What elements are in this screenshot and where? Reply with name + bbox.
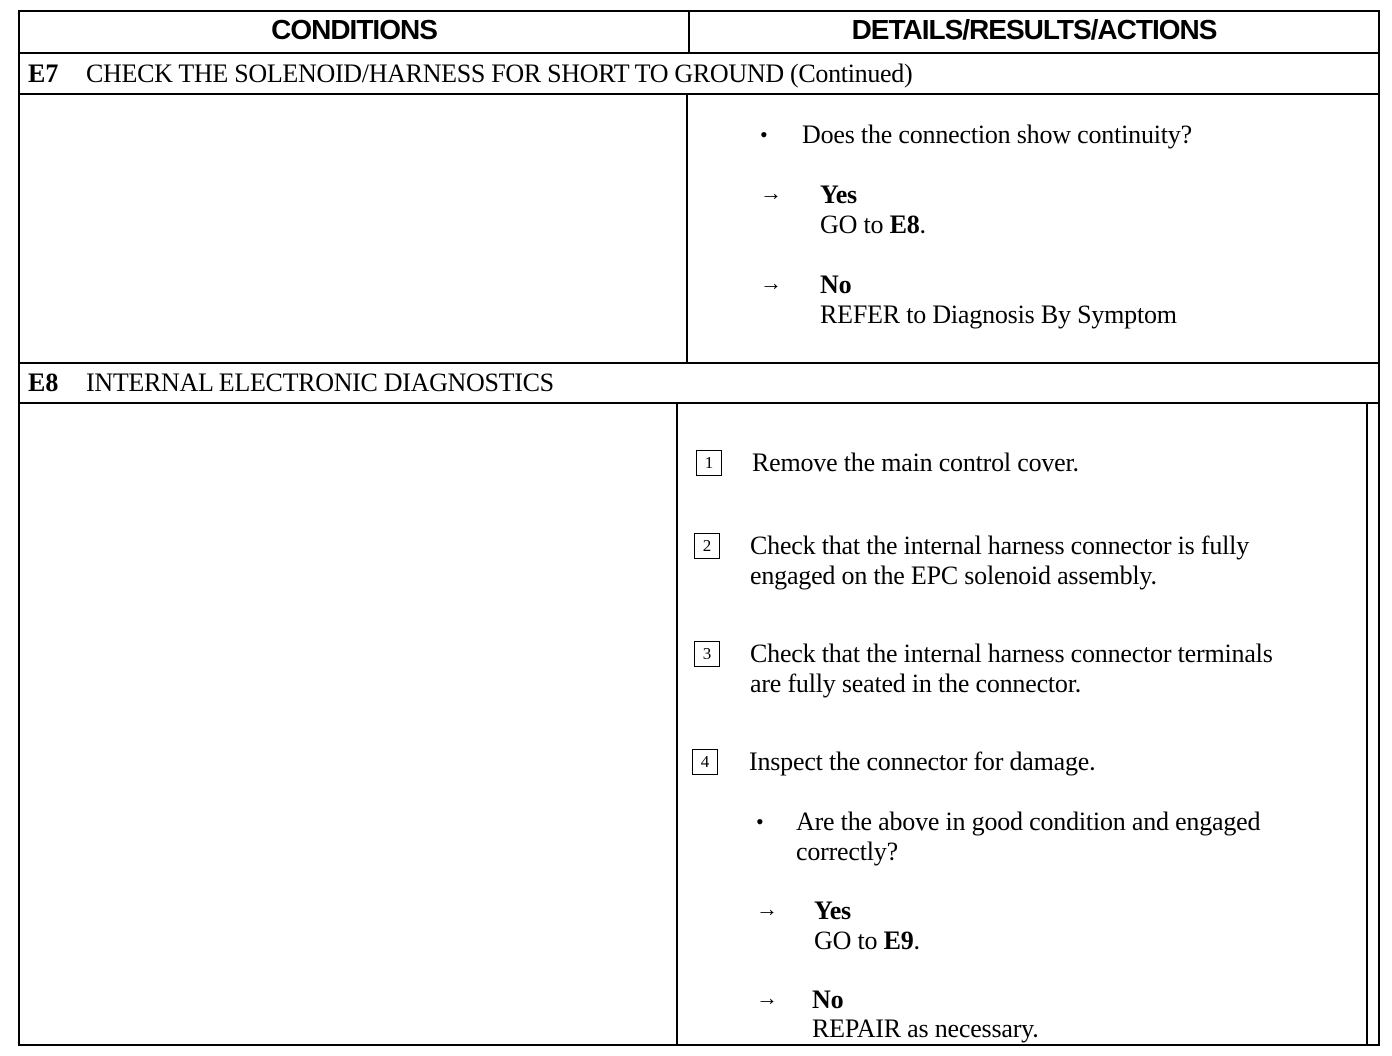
e8-step-2-text-line1: Check that the internal harness connector is fully: [750, 531, 1250, 560]
e7-no-action: REFER to Diagnosis By Symptom: [820, 300, 1177, 329]
e8-step-header: [20, 363, 1378, 403]
e7-bullet: •: [760, 122, 768, 147]
e7-step-id: E7: [28, 59, 59, 88]
e7-yes-action-prefix: GO to: [820, 210, 890, 239]
e8-no-arrow: →: [756, 985, 778, 1010]
e8-step-2-number: 2: [694, 533, 720, 559]
e8-step-id: E8: [28, 368, 59, 397]
e8-step-3-number: 3: [694, 641, 720, 667]
e8-no-label: No: [812, 985, 844, 1014]
e7-question: Does the connection show continuity?: [802, 120, 1192, 149]
e8-step-4-text: Inspect the connector for damage.: [749, 747, 1096, 776]
e8-yes-action-prefix: GO to: [814, 926, 884, 955]
e7-yes-action: [820, 210, 926, 240]
e8-yes-action-target: E9: [883, 926, 914, 955]
e7-step-header: [20, 54, 1378, 94]
e8-column-divider: [676, 402, 678, 1046]
e7-yes-arrow: →: [760, 180, 782, 205]
e8-yes-action: [814, 926, 920, 956]
e8-step-2-text-line2: engaged on the EPC solenoid assembly.: [750, 561, 1157, 590]
table-border-left: [18, 10, 20, 1046]
e8-bullet: •: [756, 809, 764, 834]
e8-step-title: INTERNAL ELECTRONIC DIAGNOSTICS: [86, 368, 554, 397]
e7-column-divider: [686, 93, 688, 363]
e8-step-4-number: 4: [692, 749, 718, 775]
e7-yes-action-suffix: .: [919, 210, 926, 239]
e8-yes-arrow: →: [756, 896, 778, 921]
e7-no-arrow: →: [760, 270, 782, 295]
table-border-bottom: [18, 1044, 1380, 1046]
table-border-right: [1378, 10, 1380, 1046]
details-header: DETAILS/RESULTS/ACTIONS: [851, 14, 1217, 45]
e8-yes-label: Yes: [814, 896, 851, 925]
e7-yes-label: Yes: [820, 180, 857, 209]
e8-step-3-text-line2: are fully seated in the connector.: [750, 669, 1082, 698]
e7-yes-action-target: E8: [889, 210, 920, 239]
e8-no-action: REPAIR as necessary.: [812, 1014, 1039, 1043]
e8-step-3-text-line1: Check that the internal harness connector terminals: [750, 639, 1273, 668]
e7-step-title: CHECK THE SOLENOID/HARNESS FOR SHORT TO GROUND (Continued): [86, 59, 913, 88]
e8-yes-action-suffix: .: [913, 926, 920, 955]
conditions-header: CONDITIONS: [271, 14, 437, 45]
e8-right-inner-border: [1366, 402, 1368, 1046]
e8-question-line1: Are the above in good condition and engaged: [796, 807, 1261, 836]
e8-step-1-text: Remove the main control cover.: [752, 448, 1079, 477]
e8-step-1-number: 1: [696, 450, 722, 476]
e8-question-line2: correctly?: [796, 837, 898, 866]
e7-no-label: No: [820, 270, 852, 299]
